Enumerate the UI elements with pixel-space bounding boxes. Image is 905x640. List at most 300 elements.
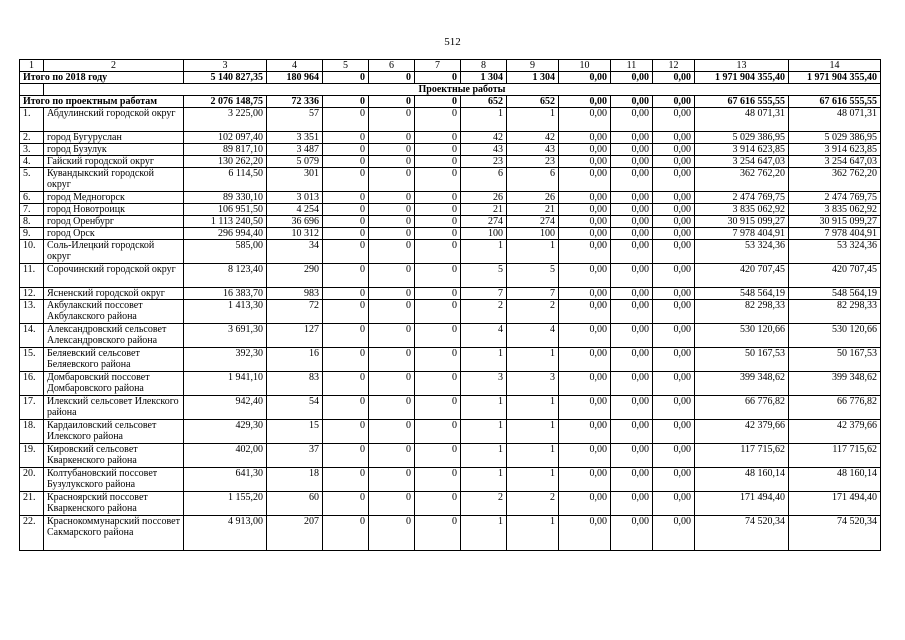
municipality-name: Абдулинский городской округ <box>44 108 184 132</box>
cell-value: 2 474 769,75 <box>789 192 881 204</box>
total-label: Итого по 2018 году <box>20 72 184 84</box>
total-value: 67 616 555,55 <box>695 96 789 108</box>
cell-value: 0 <box>415 444 461 468</box>
cell-value: 6 <box>461 168 507 192</box>
cell-value: 0,00 <box>611 288 653 300</box>
cell-value: 0 <box>415 228 461 240</box>
cell-value: 6 <box>507 168 559 192</box>
municipality-name: Кировский сельсовет Кваркенского района <box>44 444 184 468</box>
cell-value: 0 <box>323 372 369 396</box>
cell-value: 0 <box>415 288 461 300</box>
cell-value: 3 487 <box>267 144 323 156</box>
cell-value: 74 520,34 <box>695 516 789 551</box>
cell-value: 171 494,40 <box>695 492 789 516</box>
municipality-name: город Новотроицк <box>44 204 184 216</box>
row-number: 19. <box>20 444 44 468</box>
cell-value: 0 <box>369 192 415 204</box>
cell-value: 0,00 <box>653 216 695 228</box>
cell-value: 0,00 <box>653 348 695 372</box>
cell-value: 0 <box>415 468 461 492</box>
cell-value: 106 951,50 <box>184 204 267 216</box>
column-header: 14 <box>789 60 881 72</box>
cell-value: 18 <box>267 468 323 492</box>
cell-value: 0,00 <box>559 348 611 372</box>
cell-value: 0,00 <box>559 240 611 264</box>
cell-value: 2 <box>461 492 507 516</box>
cell-value: 0 <box>369 144 415 156</box>
header-row <box>20 60 881 72</box>
cell-value: 0,00 <box>559 264 611 288</box>
cell-value: 0 <box>369 216 415 228</box>
table-row <box>20 144 881 156</box>
row-number: 8. <box>20 216 44 228</box>
row-number: 22. <box>20 516 44 551</box>
section-title: Проектные работы <box>44 84 881 96</box>
column-header: 5 <box>323 60 369 72</box>
cell-value: 274 <box>507 216 559 228</box>
cell-value: 0 <box>323 348 369 372</box>
row-number: 9. <box>20 228 44 240</box>
cell-value: 53 324,36 <box>695 240 789 264</box>
table-row <box>20 264 881 288</box>
table-row <box>20 420 881 444</box>
cell-value: 0 <box>369 156 415 168</box>
table-row <box>20 444 881 468</box>
cell-value: 0,00 <box>611 516 653 551</box>
cell-value: 0 <box>323 468 369 492</box>
cell-value: 43 <box>461 144 507 156</box>
cell-value: 1 941,10 <box>184 372 267 396</box>
cell-value: 1 413,30 <box>184 300 267 324</box>
cell-value: 0,00 <box>653 516 695 551</box>
cell-value: 0 <box>323 108 369 132</box>
cell-value: 0,00 <box>611 468 653 492</box>
total-value: 0 <box>323 96 369 108</box>
cell-value: 0,00 <box>653 228 695 240</box>
cell-value: 3 254 647,03 <box>695 156 789 168</box>
total-value: 1 304 <box>507 72 559 84</box>
total-value: 0,00 <box>653 72 695 84</box>
cell-value: 16 383,70 <box>184 288 267 300</box>
section-row <box>20 84 881 96</box>
row-number: 3. <box>20 144 44 156</box>
cell-value: 0 <box>369 264 415 288</box>
total-value: 1 971 904 355,40 <box>789 72 881 84</box>
cell-value: 82 298,33 <box>695 300 789 324</box>
municipality-name: Домбаровский поссовет Домбаровского района <box>44 372 184 396</box>
cell-value: 0,00 <box>653 168 695 192</box>
column-header: 10 <box>559 60 611 72</box>
cell-value: 0 <box>415 348 461 372</box>
row-number: 1. <box>20 108 44 132</box>
cell-value: 0,00 <box>611 444 653 468</box>
cell-value: 0 <box>415 108 461 132</box>
cell-value: 0 <box>323 324 369 348</box>
cell-value: 0,00 <box>559 396 611 420</box>
cell-value: 0,00 <box>559 444 611 468</box>
municipality-name: Колтубановский поссовет Бузулукского района <box>44 468 184 492</box>
cell-value: 16 <box>267 348 323 372</box>
cell-value: 171 494,40 <box>789 492 881 516</box>
cell-value: 4 913,00 <box>184 516 267 551</box>
cell-value: 0 <box>323 204 369 216</box>
cell-value: 4 <box>507 324 559 348</box>
cell-value: 66 776,82 <box>789 396 881 420</box>
cell-value: 100 <box>461 228 507 240</box>
cell-value: 3 225,00 <box>184 108 267 132</box>
cell-value: 0,00 <box>653 420 695 444</box>
cell-value: 66 776,82 <box>695 396 789 420</box>
cell-value: 548 564,19 <box>695 288 789 300</box>
municipality-name: город Бузулук <box>44 144 184 156</box>
cell-value: 0,00 <box>559 108 611 132</box>
cell-value: 0 <box>369 516 415 551</box>
row-number: 10. <box>20 240 44 264</box>
cell-value: 15 <box>267 420 323 444</box>
row-number: 20. <box>20 468 44 492</box>
table-row <box>20 192 881 204</box>
cell-value: 0,00 <box>653 132 695 144</box>
cell-value: 0 <box>415 156 461 168</box>
cell-value: 362 762,20 <box>789 168 881 192</box>
total-value: 0,00 <box>653 96 695 108</box>
column-header: 9 <box>507 60 559 72</box>
cell-value: 1 <box>461 468 507 492</box>
cell-value: 0 <box>323 396 369 420</box>
cell-value: 1 <box>507 468 559 492</box>
total-value: 2 076 148,75 <box>184 96 267 108</box>
cell-value: 0 <box>415 372 461 396</box>
municipality-name: город Медногорск <box>44 192 184 204</box>
cell-value: 0,00 <box>611 168 653 192</box>
table-row <box>20 132 881 144</box>
cell-value: 0 <box>323 192 369 204</box>
cell-value: 7 <box>507 288 559 300</box>
table-row <box>20 156 881 168</box>
cell-value: 0,00 <box>611 324 653 348</box>
total-value: 0,00 <box>611 96 653 108</box>
cell-value: 399 348,62 <box>789 372 881 396</box>
cell-value: 0 <box>415 192 461 204</box>
cell-value: 0 <box>323 156 369 168</box>
cell-value: 1 <box>461 444 507 468</box>
cell-value: 0,00 <box>653 300 695 324</box>
cell-value: 117 715,62 <box>789 444 881 468</box>
column-header: 1 <box>20 60 44 72</box>
column-header: 2 <box>44 60 184 72</box>
table-row <box>20 372 881 396</box>
cell-value: 0,00 <box>559 168 611 192</box>
municipality-name: Кувандыкский городской округ <box>44 168 184 192</box>
row-number: 5. <box>20 168 44 192</box>
municipality-name: Беляевский сельсовет Беляевского района <box>44 348 184 372</box>
cell-value: 0 <box>415 168 461 192</box>
total-value: 0 <box>369 96 415 108</box>
cell-value: 21 <box>507 204 559 216</box>
municipality-name: город Орск <box>44 228 184 240</box>
row-number: 17. <box>20 396 44 420</box>
cell-value: 48 071,31 <box>789 108 881 132</box>
cell-value: 26 <box>461 192 507 204</box>
cell-value: 0,00 <box>653 204 695 216</box>
page-number: 512 <box>444 36 461 48</box>
cell-value: 207 <box>267 516 323 551</box>
cell-value: 23 <box>461 156 507 168</box>
cell-value: 54 <box>267 396 323 420</box>
total-value: 72 336 <box>267 96 323 108</box>
cell-value: 100 <box>507 228 559 240</box>
cell-value: 0 <box>415 420 461 444</box>
cell-value: 42 <box>507 132 559 144</box>
cell-value: 420 707,45 <box>695 264 789 288</box>
cell-value: 7 978 404,91 <box>695 228 789 240</box>
cell-value: 0,00 <box>653 108 695 132</box>
cell-value: 1 <box>461 108 507 132</box>
cell-value: 3 013 <box>267 192 323 204</box>
cell-value: 0,00 <box>611 372 653 396</box>
total-value: 0 <box>323 72 369 84</box>
cell-value: 50 167,53 <box>695 348 789 372</box>
cell-value: 5 079 <box>267 156 323 168</box>
cell-value: 0 <box>369 492 415 516</box>
total-value: 180 964 <box>267 72 323 84</box>
municipality-name: город Оренбург <box>44 216 184 228</box>
cell-value: 6 114,50 <box>184 168 267 192</box>
cell-value: 2 <box>461 300 507 324</box>
cell-value: 0 <box>415 144 461 156</box>
cell-value: 30 915 099,27 <box>789 216 881 228</box>
cell-value: 1 <box>461 396 507 420</box>
cell-value: 57 <box>267 108 323 132</box>
cell-value: 641,30 <box>184 468 267 492</box>
total-value: 0 <box>369 72 415 84</box>
municipality-name: Соль-Илецкий городской округ <box>44 240 184 264</box>
table-row <box>20 216 881 228</box>
cell-value: 0 <box>369 228 415 240</box>
cell-value: 0,00 <box>559 156 611 168</box>
cell-value: 83 <box>267 372 323 396</box>
cell-value: 0,00 <box>559 372 611 396</box>
cell-value: 1 <box>507 516 559 551</box>
cell-value: 117 715,62 <box>695 444 789 468</box>
cell-value: 0,00 <box>559 420 611 444</box>
municipality-name: Илекский сельсовет Илекского района <box>44 396 184 420</box>
cell-value: 50 167,53 <box>789 348 881 372</box>
cell-value: 0,00 <box>653 144 695 156</box>
cell-value: 72 <box>267 300 323 324</box>
cell-value: 0 <box>323 168 369 192</box>
cell-value: 42 379,66 <box>695 420 789 444</box>
cell-value: 0 <box>369 168 415 192</box>
cell-value: 0,00 <box>653 396 695 420</box>
cell-value: 0,00 <box>653 492 695 516</box>
cell-value: 0 <box>415 516 461 551</box>
row-number: 7. <box>20 204 44 216</box>
cell-value: 942,40 <box>184 396 267 420</box>
cell-value: 5 029 386,95 <box>695 132 789 144</box>
cell-value: 0 <box>369 300 415 324</box>
table-row <box>20 204 881 216</box>
cell-value: 0,00 <box>559 492 611 516</box>
cell-value: 0,00 <box>611 108 653 132</box>
cell-value: 3 835 062,92 <box>789 204 881 216</box>
cell-value: 130 262,20 <box>184 156 267 168</box>
cell-value: 0,00 <box>559 324 611 348</box>
cell-value: 296 994,40 <box>184 228 267 240</box>
table-row <box>20 108 881 132</box>
cell-value: 7 <box>461 288 507 300</box>
cell-value: 0,00 <box>611 144 653 156</box>
cell-value: 0,00 <box>559 216 611 228</box>
cell-value: 0 <box>323 300 369 324</box>
cell-value: 2 474 769,75 <box>695 192 789 204</box>
table-row <box>20 300 881 324</box>
cell-value: 1 <box>507 240 559 264</box>
cell-value: 0 <box>369 108 415 132</box>
cell-value: 42 <box>461 132 507 144</box>
cell-value: 37 <box>267 444 323 468</box>
cell-value: 0 <box>323 420 369 444</box>
row-number: 21. <box>20 492 44 516</box>
total-label: Итого по проектным работам <box>20 96 184 108</box>
cell-value: 0,00 <box>653 372 695 396</box>
total-value: 0 <box>415 96 461 108</box>
cell-value: 0,00 <box>653 324 695 348</box>
cell-value: 5 <box>461 264 507 288</box>
cell-value: 23 <box>507 156 559 168</box>
cell-value: 0 <box>369 288 415 300</box>
column-header: 4 <box>267 60 323 72</box>
table-row <box>20 468 881 492</box>
cell-value: 102 097,40 <box>184 132 267 144</box>
cell-value: 0,00 <box>611 492 653 516</box>
cell-value: 5 029 386,95 <box>789 132 881 144</box>
cell-value: 3 <box>507 372 559 396</box>
cell-value: 0,00 <box>611 204 653 216</box>
cell-value: 274 <box>461 216 507 228</box>
cell-value: 0 <box>323 240 369 264</box>
cell-value: 0 <box>415 132 461 144</box>
cell-value: 5 <box>507 264 559 288</box>
cell-value: 0 <box>415 240 461 264</box>
cell-value: 8 123,40 <box>184 264 267 288</box>
cell-value: 399 348,62 <box>695 372 789 396</box>
cell-value: 3 691,30 <box>184 324 267 348</box>
cell-value: 3 <box>461 372 507 396</box>
cell-value: 3 835 062,92 <box>695 204 789 216</box>
cell-value: 0,00 <box>611 192 653 204</box>
column-header: 11 <box>611 60 653 72</box>
total-value: 652 <box>461 96 507 108</box>
cell-value: 0 <box>369 348 415 372</box>
cell-value: 0 <box>415 300 461 324</box>
cell-value: 0 <box>369 204 415 216</box>
cell-value: 420 707,45 <box>789 264 881 288</box>
cell-value: 1 <box>461 240 507 264</box>
cell-value: 3 914 623,85 <box>789 144 881 156</box>
cell-value: 0 <box>323 264 369 288</box>
column-header: 8 <box>461 60 507 72</box>
cell-value: 74 520,34 <box>789 516 881 551</box>
cell-value: 127 <box>267 324 323 348</box>
cell-value: 1 <box>507 444 559 468</box>
cell-value: 301 <box>267 168 323 192</box>
column-header: 6 <box>369 60 415 72</box>
cell-value: 362 762,20 <box>695 168 789 192</box>
cell-value: 0,00 <box>559 204 611 216</box>
cell-value: 48 160,14 <box>695 468 789 492</box>
cell-value: 402,00 <box>184 444 267 468</box>
row-number: 13. <box>20 300 44 324</box>
cell-value: 3 254 647,03 <box>789 156 881 168</box>
total-value: 5 140 827,35 <box>184 72 267 84</box>
cell-value: 0,00 <box>559 288 611 300</box>
total-value: 0,00 <box>559 96 611 108</box>
cell-value: 0 <box>369 396 415 420</box>
cell-value: 0,00 <box>559 132 611 144</box>
cell-value: 0 <box>415 264 461 288</box>
table-row <box>20 348 881 372</box>
cell-value: 1 <box>461 420 507 444</box>
cell-value: 0,00 <box>611 132 653 144</box>
cell-value: 0,00 <box>611 264 653 288</box>
cell-value: 0,00 <box>611 300 653 324</box>
cell-value: 0,00 <box>559 228 611 240</box>
cell-value: 0 <box>415 396 461 420</box>
table-row <box>20 240 881 264</box>
cell-value: 4 <box>461 324 507 348</box>
cell-value: 0,00 <box>559 144 611 156</box>
cell-value: 548 564,19 <box>789 288 881 300</box>
table-row <box>20 228 881 240</box>
total-value: 652 <box>507 96 559 108</box>
cell-value: 530 120,66 <box>695 324 789 348</box>
row-number: 16. <box>20 372 44 396</box>
cell-value: 0 <box>369 240 415 264</box>
cell-value: 0,00 <box>653 288 695 300</box>
cell-value: 0 <box>323 516 369 551</box>
cell-value: 0,00 <box>653 444 695 468</box>
cell-value: 53 324,36 <box>789 240 881 264</box>
cell-value: 1 <box>507 108 559 132</box>
municipality-name: Акбулакский поссовет Акбулакского района <box>44 300 184 324</box>
cell-value: 30 915 099,27 <box>695 216 789 228</box>
cell-value: 10 312 <box>267 228 323 240</box>
cell-value: 1 113 240,50 <box>184 216 267 228</box>
row-number: 14. <box>20 324 44 348</box>
municipality-name: Гайский городской округ <box>44 156 184 168</box>
cell-value: 0 <box>415 324 461 348</box>
cell-value: 0,00 <box>611 420 653 444</box>
table-body <box>20 60 881 551</box>
cell-value: 983 <box>267 288 323 300</box>
row-number: 15. <box>20 348 44 372</box>
table-row <box>20 516 881 551</box>
cell-value: 0,00 <box>611 156 653 168</box>
total-value: 1 304 <box>461 72 507 84</box>
cell-value: 34 <box>267 240 323 264</box>
cell-value: 392,30 <box>184 348 267 372</box>
cell-value: 1 <box>507 348 559 372</box>
row-number: 12. <box>20 288 44 300</box>
cell-value: 0,00 <box>611 216 653 228</box>
cell-value: 0,00 <box>611 228 653 240</box>
cell-value: 2 <box>507 492 559 516</box>
cell-value: 43 <box>507 144 559 156</box>
cell-value: 0 <box>323 144 369 156</box>
total-project-row <box>20 96 881 108</box>
cell-value: 36 696 <box>267 216 323 228</box>
